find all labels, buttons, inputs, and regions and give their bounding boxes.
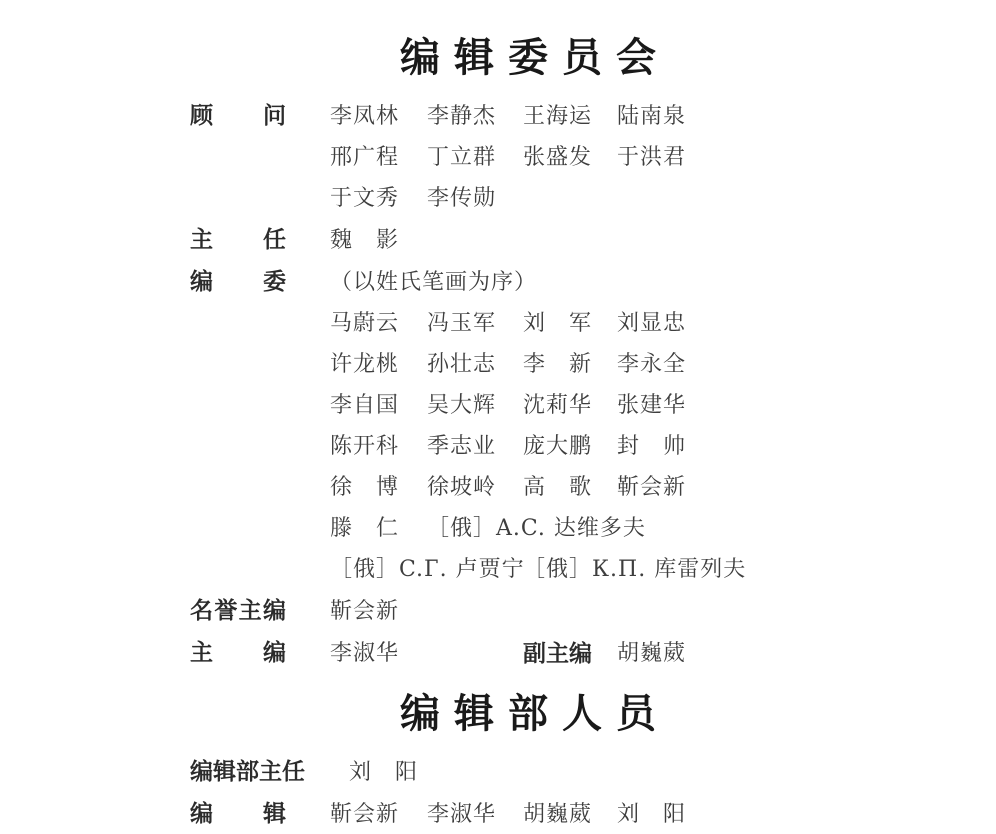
advisor-row xyxy=(190,137,796,178)
member-name: 马蔚云 xyxy=(330,311,400,336)
board-names xyxy=(330,467,796,508)
member-name: 于文秀 xyxy=(330,186,400,211)
board-row xyxy=(190,467,796,508)
member-name: 张建华 xyxy=(617,393,687,418)
member-name: 封 帅 xyxy=(617,434,687,459)
member-name: 李永全 xyxy=(617,352,687,377)
board-row xyxy=(190,549,796,590)
committee-section-title: 编辑委员会 xyxy=(400,34,670,81)
department-section xyxy=(190,751,796,834)
advisor-names xyxy=(330,96,796,137)
advisor-row xyxy=(190,95,796,137)
member-name: ［俄］C.Г. 卢贾宁 xyxy=(330,557,525,582)
committee-section xyxy=(190,95,796,674)
advisor-names xyxy=(330,178,796,219)
board-row xyxy=(190,385,796,426)
chief-editor-label: 主编 xyxy=(190,639,286,665)
editors-names xyxy=(330,794,796,834)
stroke-order-note: （以姓氏笔画为序） xyxy=(330,270,538,295)
member-name: 张盛发 xyxy=(523,145,593,170)
advisor-label: 顾问 xyxy=(190,102,286,128)
member-name: 李淑华 xyxy=(427,802,497,827)
dept-director-label: 编辑部主任 xyxy=(190,758,305,784)
member-name: 孙壮志 xyxy=(427,352,497,377)
member-name: 李静杰 xyxy=(427,104,497,129)
deputy-chief-editor-label: 副主编 xyxy=(523,640,592,666)
department-section-title: 编辑部人员 xyxy=(400,690,670,737)
board-names xyxy=(330,426,796,467)
director-row xyxy=(190,219,796,261)
member-name: 刘 阳 xyxy=(617,802,687,827)
member-name: 沈莉华 xyxy=(523,393,593,418)
honorary-chief-editor-names xyxy=(330,591,796,632)
member-name: 胡巍葳 xyxy=(617,641,687,666)
member-name: 刘显忠 xyxy=(617,311,687,336)
editors-row xyxy=(190,793,796,834)
member-name: 于洪君 xyxy=(617,145,687,170)
member-name: 刘 军 xyxy=(523,311,593,336)
member-name: 徐坡岭 xyxy=(427,475,497,500)
chief-editor-row xyxy=(190,632,796,674)
member-name: 冯玉军 xyxy=(427,311,497,336)
member-name: 庞大鹏 xyxy=(523,434,593,459)
board-row xyxy=(190,508,796,549)
member-name: 李淑华 xyxy=(330,641,400,666)
member-name: ［俄］К.П. 库雷列夫 xyxy=(523,557,747,582)
member-name: 陆南泉 xyxy=(617,104,687,129)
board-row xyxy=(190,344,796,385)
member-name: 靳会新 xyxy=(617,475,687,500)
board-names xyxy=(330,385,796,426)
member-name: 高 歌 xyxy=(523,475,593,500)
member-name: ［俄］A.C. 达维多夫 xyxy=(427,516,646,541)
board-header-row xyxy=(190,261,796,303)
dept-director-row xyxy=(190,751,796,793)
board-note-wrap xyxy=(330,262,796,303)
member-name: 邢广程 xyxy=(330,145,400,170)
member-name: 魏 影 xyxy=(330,228,400,253)
board-label: 编委 xyxy=(190,268,286,294)
honorary-chief-editor-row xyxy=(190,590,796,632)
board-names xyxy=(330,344,796,385)
member-name: 靳会新 xyxy=(330,599,400,624)
member-name: 陈开科 xyxy=(330,434,400,459)
dept-director-names xyxy=(349,752,796,793)
chief-editor-names xyxy=(330,633,796,674)
board-names xyxy=(330,508,796,549)
member-name: 季志业 xyxy=(427,434,497,459)
member-name: 李 新 xyxy=(523,352,593,377)
board-row xyxy=(190,426,796,467)
director-names xyxy=(330,220,796,261)
member-name: 李自国 xyxy=(330,393,400,418)
member-name: 胡巍葳 xyxy=(523,802,593,827)
director-label: 主任 xyxy=(190,226,286,252)
member-name: 吴大辉 xyxy=(427,393,497,418)
editors-label: 编辑 xyxy=(190,800,286,826)
advisor-row xyxy=(190,178,796,219)
member-name: 王海运 xyxy=(523,104,593,129)
member-name: 靳会新 xyxy=(330,802,400,827)
board-names xyxy=(330,303,796,344)
member-name: 刘 阳 xyxy=(349,760,419,785)
member-name: 徐 博 xyxy=(330,475,400,500)
member-name: 丁立群 xyxy=(427,145,497,170)
honorary-chief-editor-label: 名誉主编 xyxy=(190,597,286,623)
member-name: 许龙桃 xyxy=(330,352,400,377)
board-names xyxy=(330,549,796,590)
member-name: 李传勋 xyxy=(427,186,497,211)
board-row xyxy=(190,303,796,344)
member-name: 李凤林 xyxy=(330,104,400,129)
member-name: 滕 仁 xyxy=(330,516,400,541)
advisor-names xyxy=(330,137,796,178)
